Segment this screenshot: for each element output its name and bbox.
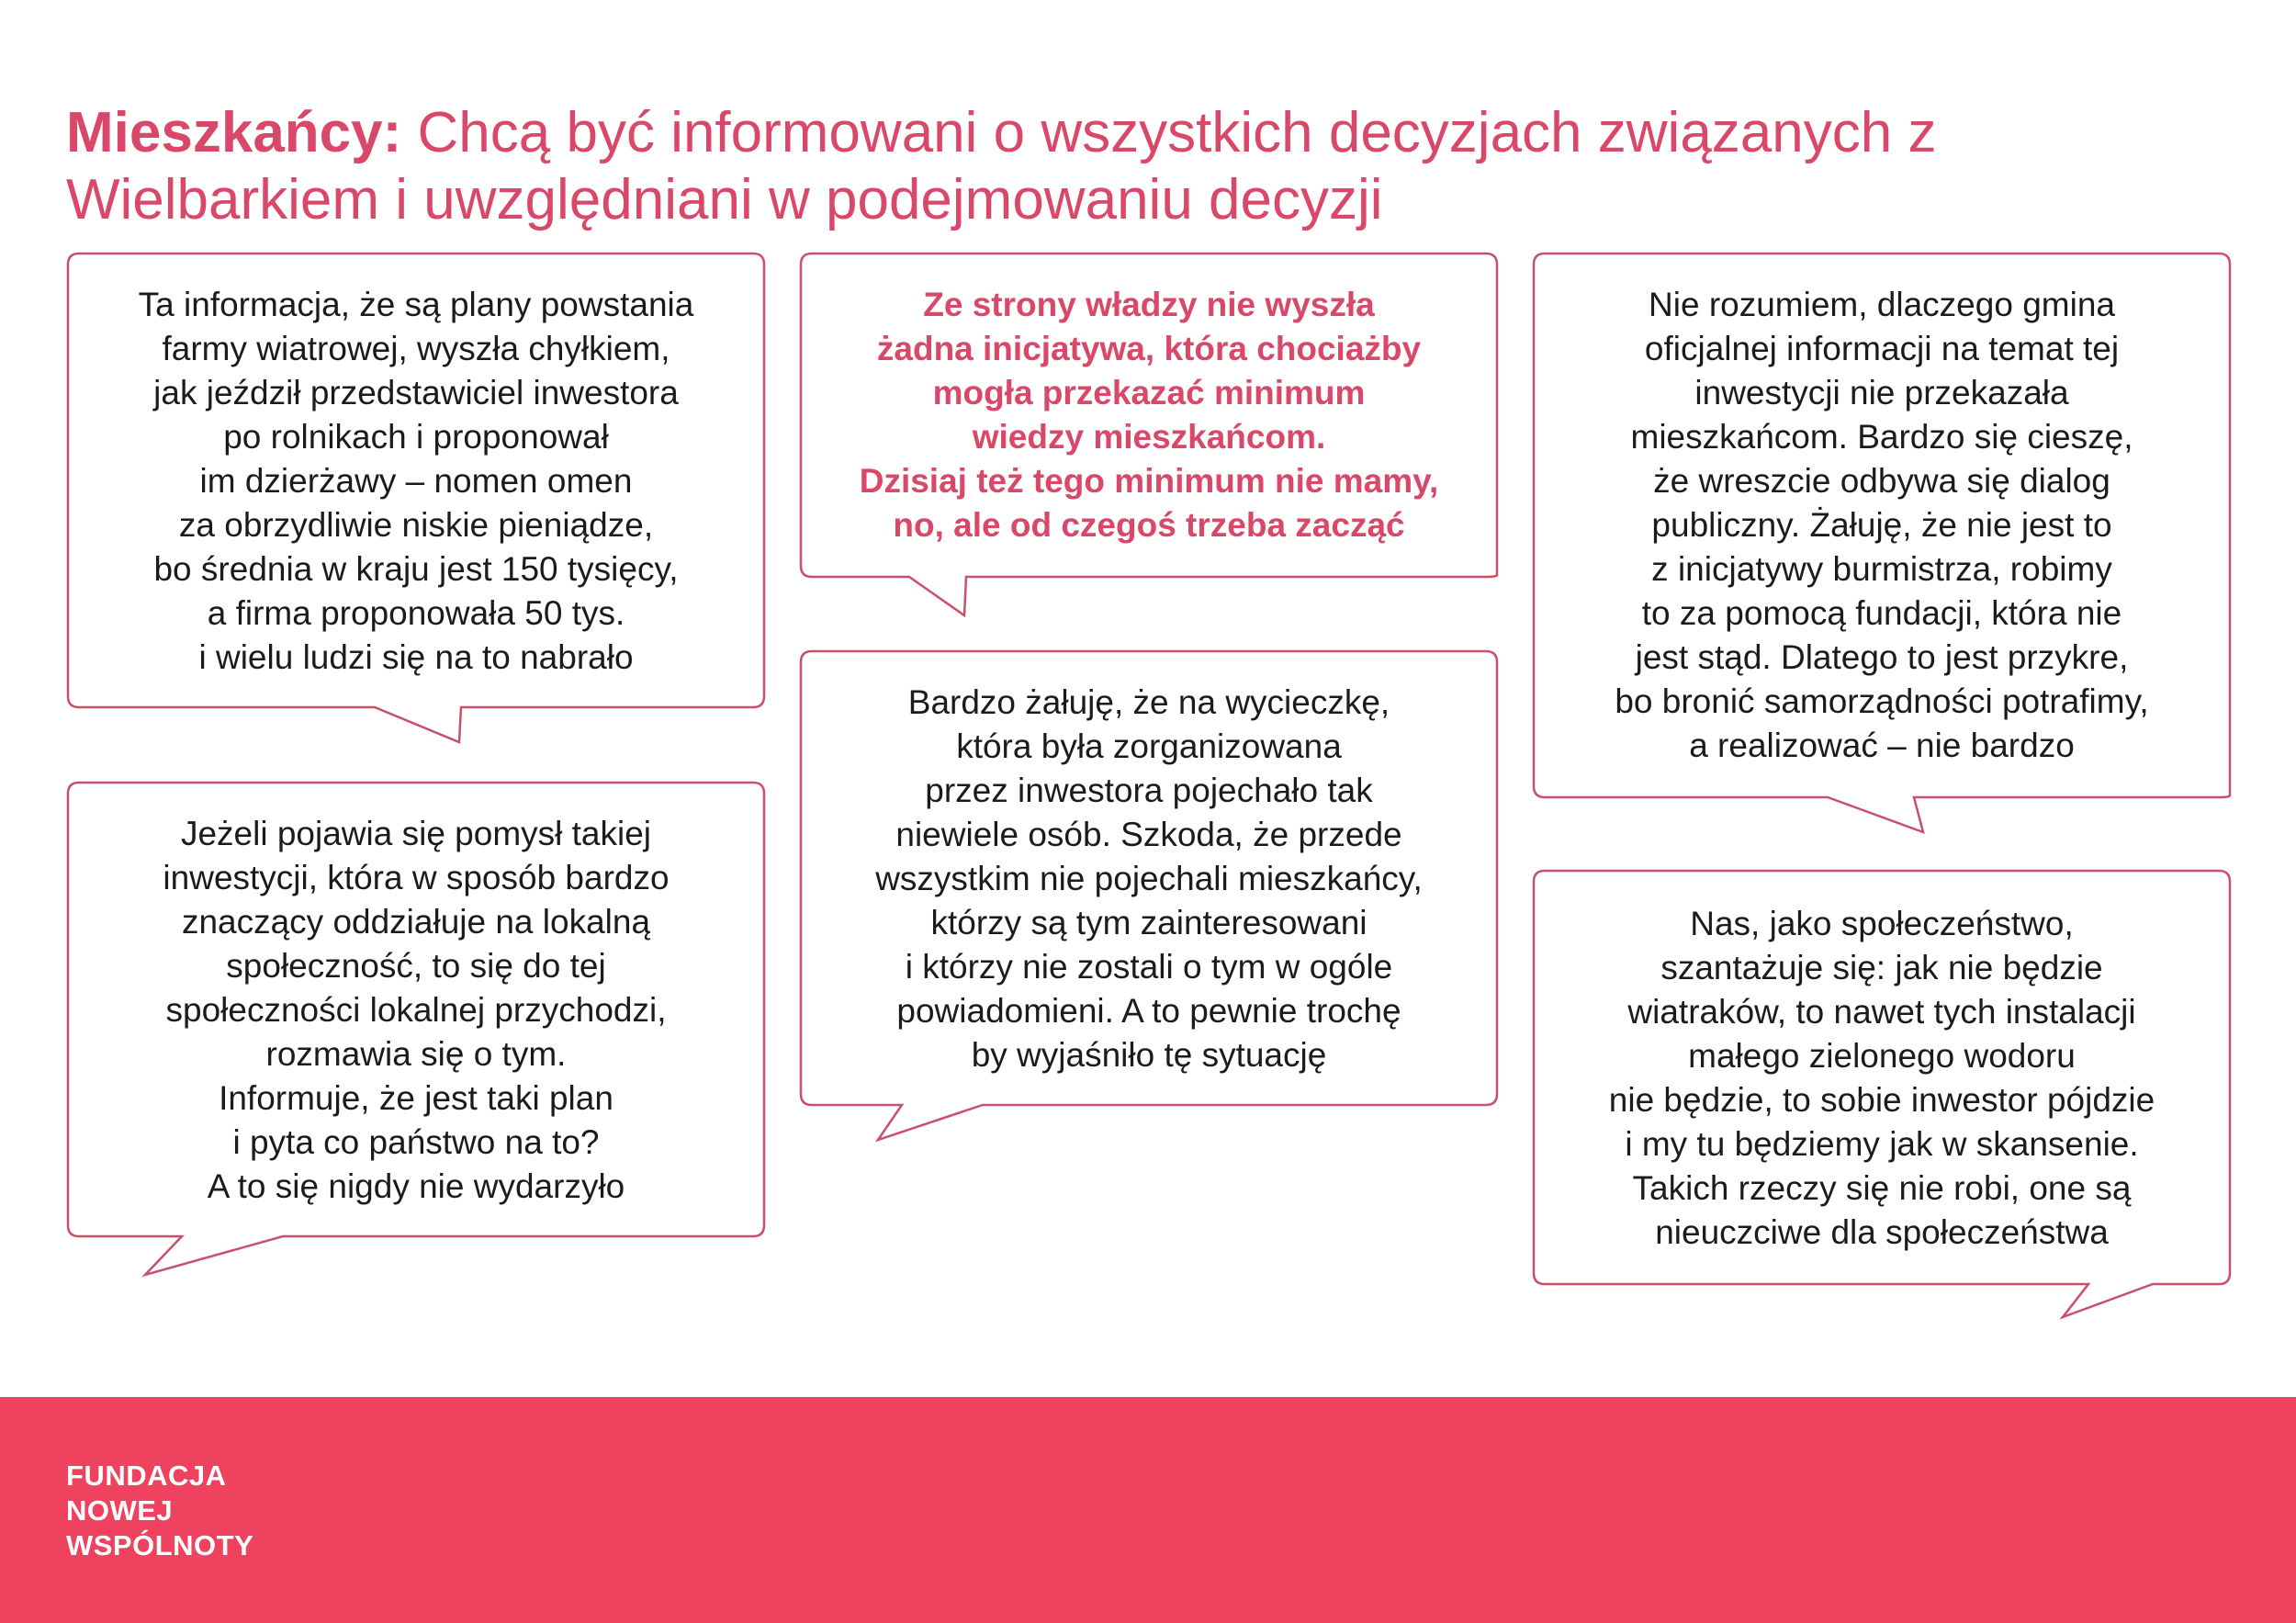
title-lead: Mieszkańcy: <box>66 100 402 164</box>
quote-bubble-4 <box>799 649 1499 1145</box>
title-rest: Chcą być informowani o wszystkich decyzjach związanych z Wielbarkiem i uwzględniani w podejmowaniu decyzji <box>66 100 1937 231</box>
quote-text: Nas, jako społeczeństwo, szantażuje się: jak nie będzie wiatraków, to nawet tych instalacji małego zielonego wodoru nie będzie, to sobie inwestor pójdzie i my tu będziemy jak w skansenie. Takich rzeczy się nie robi, one są nieuczciwe dla społeczeństwa <box>1608 905 2155 1251</box>
quote-text-highlight: Ze strony władzy nie wyszła żadna inicjatywa, która chociażby mogła przekazać minimum wiedzy mieszkańcom. Dzisiaj też tego minimum nie mamy, no, ale od czegoś trzeba zacząć <box>859 286 1439 544</box>
quote-bubble-3 <box>799 252 1499 619</box>
foundation-logo: FUNDACJA NOWEJ WSPÓLNOTY <box>66 1460 254 1561</box>
page-title <box>66 99 2178 233</box>
footer-band <box>0 1397 2296 1623</box>
quote-text: Ta informacja, że są plany powstania farmy wiatrowej, wyszła chyłkiem, jak jeździł przedstawiciel inwestora po rolnikach i proponował im dzierżawy – nomen omen za obrzydliwie niskie pieniądze, bo średnia w kraju jest 150 tysięcy, a firma proponowała 50 tys. i wielu ludzi się na to nabrało <box>138 286 694 676</box>
quote-text: Jeżeli pojawia się pomysł takiej inwestycji, która w sposób bardzo znaczący oddziałuje na lokalną społeczność, to się do tej społeczności lokalnej przychodzi, rozmawia się o tym. Informuje, że jest taki plan i pyta co państwo na to? A to się nigdy nie wydarzyło <box>163 815 670 1205</box>
quote-bubble-6 <box>1532 869 2232 1328</box>
quote-text: Bardzo żałuję, że na wycieczkę, która była zorganizowana przez inwestora pojechało tak niewiele osób. Szkoda, że przede wszystkim nie pojechali mieszkańcy, którzy są tym zainteresowani i którzy nie zostali o tym w ogóle powiadomieni. A to pewnie trochę by wyjaśniło tę sytuację <box>875 683 1423 1074</box>
quote-bubble-1 <box>66 252 766 750</box>
quote-text: Nie rozumiem, dlaczego gmina oficjalnej informacji na temat tej inwestycji nie przekazała mieszkańcom. Bardzo się cieszę, że wreszcie odbywa się dialog publiczny. Żałuję, że nie jest to z inicjatywy burmistrza, robimy to za pomocą fundacji, która nie jest stąd. Dlatego to jest przykre, bo bronić samorządności potrafimy, a realizować – nie bardzo <box>1615 286 2149 764</box>
quote-bubble-5 <box>1532 252 2232 840</box>
quote-bubble-2 <box>66 781 766 1279</box>
